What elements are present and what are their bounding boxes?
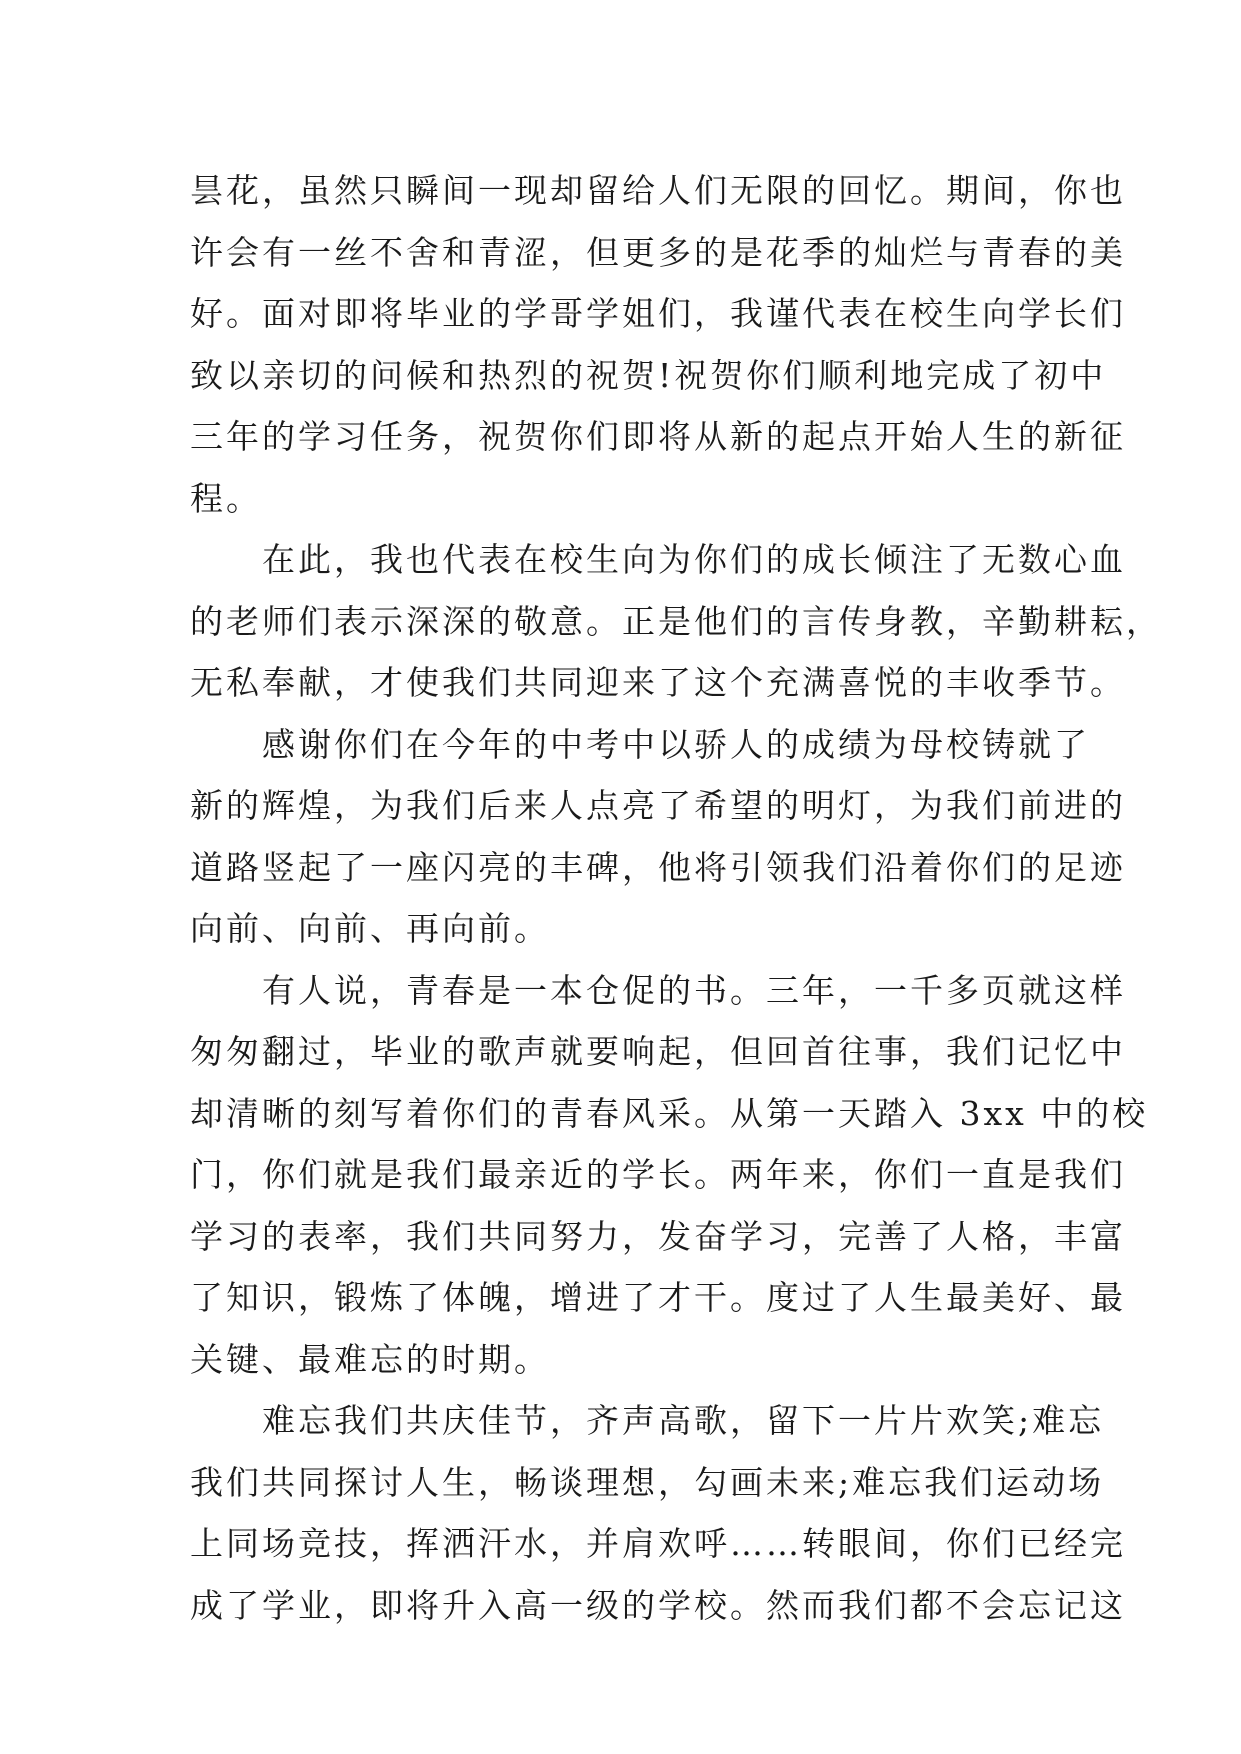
- text-line: 我们共同探讨人生，畅谈理想，勾画未来;难忘我们运动场: [190, 1462, 1105, 1502]
- text-line: 学习的表率，我们共同努力，发奋学习，完善了人格，丰富: [190, 1216, 1126, 1256]
- text-line: 在此，我也代表在校生向为你们的成长倾注了无数心血: [190, 540, 1126, 579]
- text-line: 的老师们表示深深的敬意。正是他们的言传身教，辛勤耕耘，: [190, 601, 1162, 641]
- text-line: 三年的学习任务，祝贺你们即将从新的起点开始人生的新征: [190, 417, 1126, 456]
- text-line: 成了学业，即将升入高一级的学校。然而我们都不会忘记这: [190, 1585, 1126, 1625]
- text-line: 程。: [190, 478, 262, 518]
- text-line: 好。面对即将毕业的学哥学姐们，我谨代表在校生向学长们: [190, 294, 1126, 333]
- text-line: 门，你们就是我们最亲近的学长。两年来，你们一直是我们: [190, 1155, 1126, 1194]
- text-line: 了知识，锻炼了体魄，增进了才干。度过了人生最美好、最: [190, 1278, 1126, 1317]
- text-line: 无私奉献，才使我们共同迎来了这个充满喜悦的丰收季节。: [190, 663, 1126, 702]
- text-line: 致以亲切的问候和热烈的祝贺!祝贺你们顺利地完成了初中: [190, 355, 1107, 395]
- text-line: 关键、最难忘的时期。: [190, 1339, 550, 1379]
- text-line: 许会有一丝不舍和青涩，但更多的是花季的灿烂与青春的美: [190, 232, 1126, 272]
- body-text: [190, 160, 1162, 1636]
- text-line: 难忘我们共庆佳节，齐声高歌，留下一片片欢笑;难忘: [190, 1401, 1105, 1440]
- text-line: 匆匆翻过，毕业的歌声就要响起，但回首往事，我们记忆中: [190, 1032, 1126, 1071]
- text-line: 上同场竞技，挥洒汗水，并肩欢呼……转眼间，你们已经完: [190, 1524, 1126, 1563]
- text-line: 有人说，青春是一本仓促的书。三年，一千多页就这样: [190, 970, 1126, 1010]
- text-line: 道路竖起了一座闪亮的丰碑，他将引领我们沿着你们的足迹: [190, 847, 1126, 887]
- text-line: 昙花，虽然只瞬间一现却留给人们无限的回忆。期间，你也: [190, 171, 1126, 210]
- text-line: 却清晰的刻写着你们的青春风采。从第一天踏入 3xx 中的校: [190, 1093, 1149, 1133]
- text-line: 感谢你们在今年的中考中以骄人的成绩为母校铸就了: [190, 724, 1090, 764]
- text-line: 向前、向前、再向前。: [190, 909, 550, 948]
- text-line: 新的辉煌，为我们后来人点亮了希望的明灯，为我们前进的: [190, 786, 1126, 825]
